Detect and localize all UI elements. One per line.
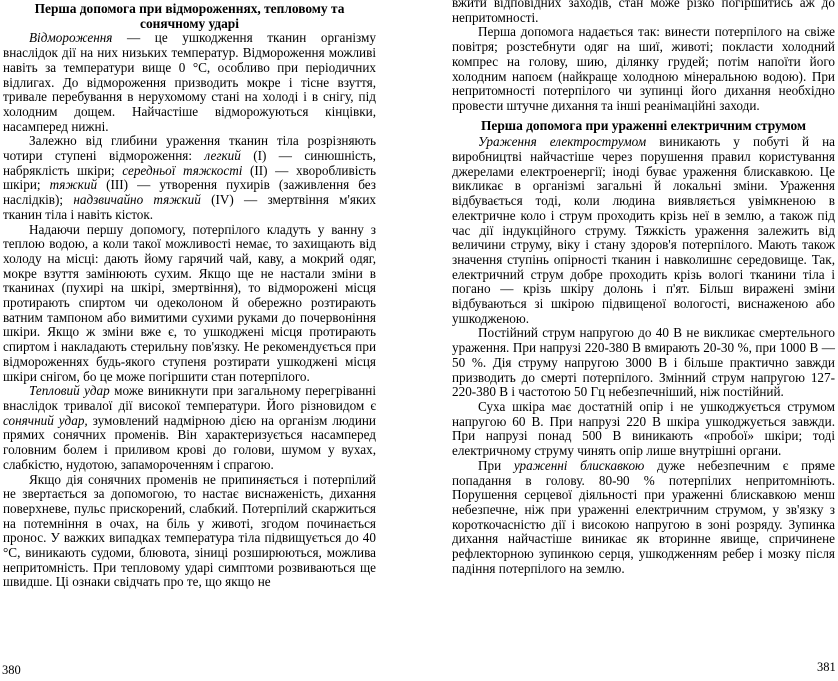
paragraph-text: (IV) — змертвіння м'яких тканин тіла і навіть кісток. — [3, 192, 376, 222]
term-electric-shock: Ураження електрострумом — [478, 134, 647, 150]
paragraph-text: зумовлений надмірною дією на організм людини прямих сонячних променів. Він характеризується насамперед головним болем і приливом крові до голови, шумом у вухах, слабкістю, нудотою, запамороченням і спрагою. — [3, 412, 376, 472]
paragraph-lightning — [452, 459, 835, 577]
term-degree-severe: тяжкий — [49, 177, 98, 193]
paragraph-text: дуже небезпечним є пряме попадання в голову. 80-90 % потерпілих непритомніють. Порушення серцевої діяльності при ураженні блискавкою менш небезпечне, ніж при ураженні електричним струмом, у зв'язку з короткочасністю дії і високою напругою в зоні розряду. Зупинка дихання найчастіше виникає як вторинне явище, спричинене рефлекторною зупинкою серця, ушкодженням ребер і мозку після падіння потерпілого на землю. — [452, 457, 835, 576]
paragraph-frostbite-first-aid: Надаючи першу допомогу, потерпілого кладуть у ванну з теплою водою, а коли такої можливості немає, то захищають від холоду на місці: дають йому гарячий чай, каву, а мокрий одяг, мокре взуття замінюють сухим. Якщо ще не настали зміни в тканинах (пухирі на шкірі, змертвіння), то відморожені місця протирають спиртом чи одеколоном й обережно розтирають ватним тампоном або вимитими сухими руками до почервоніння шкіри. Якщо ж зміни вже є, то ушкоджені місця протирають спиртом і накладають стерильну пов'язку. Не рекомендується при відмороженнях будь-якого ступеня розтирати ушкоджені місця шкіри снігом, бо це може погіршити стан потерпілого. — [3, 221, 376, 384]
paragraph-direct-current: Постійний струм напругою до 40 В не викликає смертельного ураження. При напрузі 220-380 В вмирають 20-30 %, при 1000 В — 50 %. Дія струму напругою 3000 В і більше практично завжди призводить до смерті потерпілого. Змінний струм напругою 127-220-380 В і частотою 50 Гц небезпечніший, ніж постійний. — [452, 325, 835, 400]
right-page-text-column — [452, 0, 835, 576]
paragraph-frostbite-degrees — [3, 134, 376, 222]
section-heading-frostbite-heatstroke: Перша допомога при відмороженнях, тепловому та сонячному ударі — [34, 1, 345, 31]
term-heatstroke: Тепловий удар — [29, 383, 110, 399]
paragraph-text: виникають у побуті й на виробництві найчастіше через порушення правил користування джерелами електроенергії; іноді буває ураження блискавкою. Це викликає в організмі загальні й локальні зміни. Ураження відбувається тоді, коли людина виявляється увімкненою в електричне коло і струм проходить крізь неї в землю, а також під час дії індукційного струму. Тяжкість ураження залежить від величини струму, віку і стану здоров'я потерпілого. Мають також значення ступінь опірності тканин і навколишнє середовище. Так, електричний струм добре проходить крізь вологі тканини тіла і погано — крізь шкіру долонь і п'ят. Більш виражені зміни відбуваються зі шкірою підвищеної вологості, виснаженою або ушкодженою. — [452, 134, 836, 326]
paragraph-electric-shock-definition — [452, 135, 835, 326]
paragraph-text: При — [478, 457, 514, 473]
right-page — [419, 0, 838, 681]
paragraph-text: може виникнути при загальному перегріванні внаслідок тривалої дії високої температури. Його різновидом є — [3, 383, 376, 413]
term-sunstroke: сонячний удар, — [3, 412, 88, 428]
term-lightning-strike: ураженні блискавкою — [513, 457, 645, 473]
paragraph-skin-resistance: Суха шкіра має достатній опір і не ушкоджується струмом напругою 60 В. При напрузі 220 В шкіра ушкоджується завжди. При напрузі понад 500 В виникають «пробої» шкіри; тодi електричному струму чинять опір лише внутрішні органи. — [452, 398, 835, 459]
paragraph-heatstroke-continuation: вжити відповідних заходів, стан може різко погіршитись аж до непритомності. — [452, 0, 835, 25]
paragraph-text: (І) — синюшність, набряклість шкіри; — [3, 148, 376, 178]
paragraph-frostbite-definition — [3, 31, 376, 134]
term-degree-mild: легкий — [204, 148, 241, 164]
page-number-right: 381 — [817, 660, 836, 674]
left-page-text-column — [3, 2, 376, 590]
page-number-left: 380 — [2, 663, 21, 677]
term-degree-moderate: середньої тяжкості — [122, 162, 243, 178]
term-frostbite: Відмороження — [29, 30, 113, 46]
paragraph-text: (II) — хворобливість шкіри; — [3, 162, 376, 193]
paragraph-text: Залежно від глибини ураження тканин тіла розрізняють чотири ступені відмороження: — [3, 133, 376, 164]
section-heading-electric-shock: Перша допомога при ураженні електричним струмом — [480, 117, 807, 133]
paragraph-heatstroke-first-aid: Перша допомога надається так: винести потерпілого на свіже повітря; розстебнути одяг на шиї, животі; покласти холодний компрес на голову, шию, ділянку грудей; потім напоїти його холодним напоєм (найкраще холодною мінеральною водою). При непритомності потерпілого чи зупинці його дихання необхідно провести штучне дихання та інші реанімаційні заходи. — [452, 24, 835, 113]
paragraph-text: (III) — утворення пухирів (заживлення без наслідків); — [3, 177, 376, 208]
term-degree-extreme: надзвичайно тяжкий — [73, 192, 201, 208]
paragraph-text: — це ушкодження тканин організму внаслідок дії на них низьких температур. Відмороження можливі навіть за температури вище 0 °С, особливо при періодичних відлигах. До відмороження призводить мокре і тісне взуття, тривале перебування в нерухомому стані на холоді і в снігу, під холодним дощем. Найчастіше відморожуються кінцівки, насамперед нижні. — [3, 30, 376, 134]
paragraph-heatstroke-definition — [3, 384, 376, 472]
paragraph-heatstroke-symptoms: Якщо дія сонячних променів не припиняється і потерпілий не звертається за допомогою, то настає виснаженість, дихання поверхневе, пульс прискорений, слабкий. Потерпілий скаржиться на потемніння в очах, на біль у животі, згодом починається пронос. У важких випадках температура тіла підвищується до 40 °С, виникають судоми, блювота, зіниці розширюються, можлива непритомність. При тепловому ударі симптоми розвиваються ще швидше. Ці ознаки свідчать про те, що якщо не — [3, 471, 376, 590]
